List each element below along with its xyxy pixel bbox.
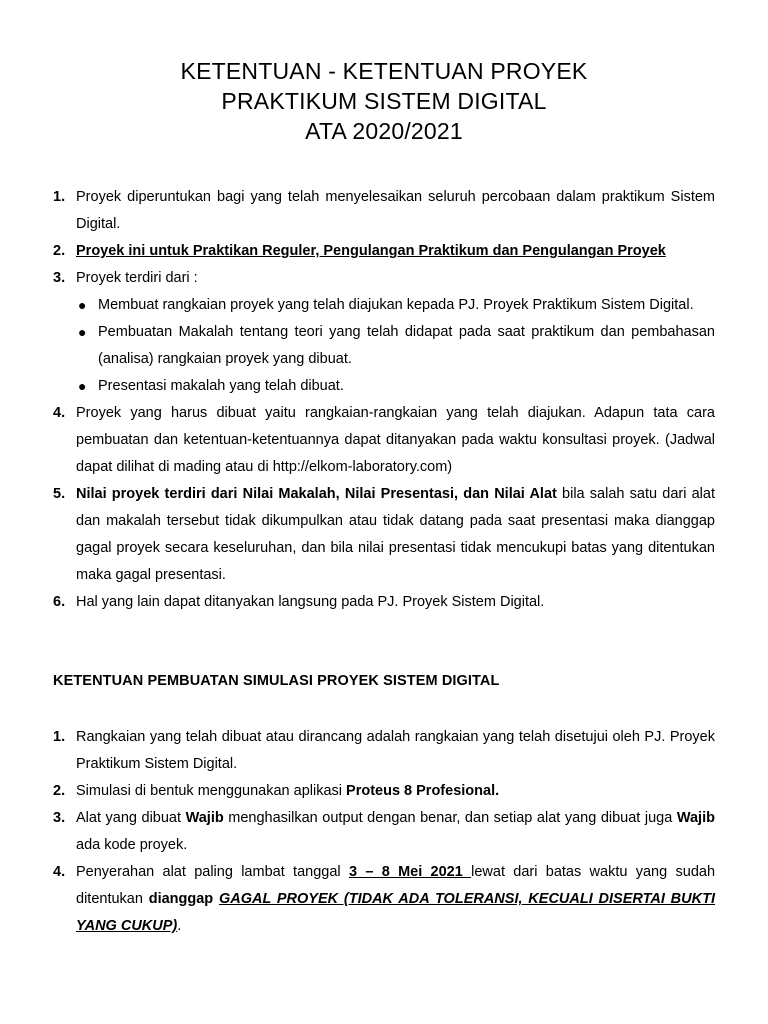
failure-warning: GAGAL PROYEK (TIDAK ADA TOLERANSI, KECUALI DISERTAI BUKTI YANG CUKUP): [76, 891, 715, 934]
list-item: [53, 589, 715, 616]
sub-list-item: [76, 373, 715, 400]
item-text: menghasilkan output dengan benar, dan setiap alat yang dibuat juga: [223, 810, 677, 826]
item-bold-text: Nilai proyek terdiri dari Nilai Makalah, Nilai Presentasi, dan Nilai Alat: [76, 486, 557, 502]
list-item: [53, 481, 715, 589]
title-line-2: PRAKTIKUM SISTEM DIGITAL: [221, 88, 547, 114]
list-item: [53, 724, 715, 778]
bullet-icon: ●: [78, 324, 87, 340]
item-number: 2.: [53, 243, 66, 259]
item-text: bila salah satu dari alat dan makalah tersebut tidak dikumpulkan atau tidak datang pada saat presentasi maka dianggap gagal proyek secara keseluruhan, dan bila nilai presentasi tidak mencukupi batas yang ditentukan maka gagal presentasi.: [76, 486, 715, 583]
item-text: Proyek diperuntukan bagi yang telah menyelesaikan seluruh percobaan dalam praktikum Sistem Digital.: [76, 189, 715, 232]
list-item: [53, 184, 715, 238]
item-number: 3.: [53, 270, 66, 286]
document-title: [0, 56, 768, 146]
sub-list-item: [76, 319, 715, 373]
item-number: 1.: [53, 729, 66, 745]
item-text: lewat dari batas waktu yang sudah ditentukan: [76, 864, 716, 907]
item-bold-text: Proteus 8 Profesional.: [346, 783, 500, 799]
sub-item-text: Presentasi makalah yang telah dibuat.: [98, 378, 344, 394]
section-heading: KETENTUAN PEMBUATAN SIMULASI PROYEK SISTEM DIGITAL: [53, 673, 500, 689]
item-number: 2.: [53, 783, 66, 799]
item-number: 3.: [53, 810, 66, 826]
item-text: Rangkaian yang telah dibuat atau dirancang adalah rangkaian yang telah disetujui oleh PJ. Proyek Praktikum Sistem Digital.: [76, 729, 715, 772]
sub-item-text: Pembuatan Makalah tentang teori yang telah didapat pada saat praktikum dan pembahasan (analisa) rangkaian proyek yang dibuat.: [98, 324, 715, 367]
list-item: [53, 859, 715, 940]
bullet-icon: ●: [78, 378, 87, 394]
item-text: Simulasi di bentuk menggunakan aplikasi: [76, 783, 347, 799]
simulation-rules-list: [53, 724, 715, 940]
title-line-1: KETENTUAN - KETENTUAN PROYEK: [180, 58, 588, 84]
item-number: 1.: [53, 189, 66, 205]
bullet-icon: ●: [78, 297, 87, 313]
item-text: Proyek terdiri dari :: [76, 270, 198, 286]
item-number: 6.: [53, 594, 66, 610]
item-text: Proyek yang harus dibuat yaitu rangkaian-rangkaian yang telah diajukan. Adapun tata cara pembuatan dan ketentuan-ketentuannya dapat ditanyakan pada waktu konsultasi proyek. (Jadwal dapat dilihat di mading atau di http://elkom-laboratory.com): [76, 405, 715, 475]
item-text: Penyerahan alat paling lambat tanggal: [76, 864, 349, 880]
project-rules-list: [53, 184, 715, 616]
list-item: [53, 805, 715, 859]
list-item: [53, 400, 715, 481]
list-item: [53, 778, 715, 805]
item-number: 5.: [53, 486, 66, 502]
item-bold-text: dianggap: [148, 891, 219, 907]
item-bold-text: Wajib: [185, 810, 224, 826]
item-text: ada kode proyek.: [76, 837, 188, 853]
title-line-3: ATA 2020/2021: [305, 118, 463, 144]
item-number: 4.: [53, 405, 66, 421]
item-text: Proyek ini untuk Praktikan Reguler, Pengulangan Praktikum dan Pengulangan Proyek: [76, 243, 666, 259]
list-item: [53, 265, 715, 292]
item-text: .: [177, 918, 182, 934]
item-bold-text: Wajib: [676, 810, 715, 826]
deadline-date: 3 – 8 Mei 2021: [348, 864, 472, 880]
list-item: [53, 238, 715, 265]
sub-list-item: [76, 292, 715, 319]
item-number: 4.: [53, 864, 66, 880]
item-text: Alat yang dibuat: [76, 810, 186, 826]
item-text: Hal yang lain dapat ditanyakan langsung pada PJ. Proyek Sistem Digital.: [76, 594, 545, 610]
sub-item-text: Membuat rangkaian proyek yang telah diajukan kepada PJ. Proyek Praktikum Sistem Digital.: [98, 297, 694, 313]
